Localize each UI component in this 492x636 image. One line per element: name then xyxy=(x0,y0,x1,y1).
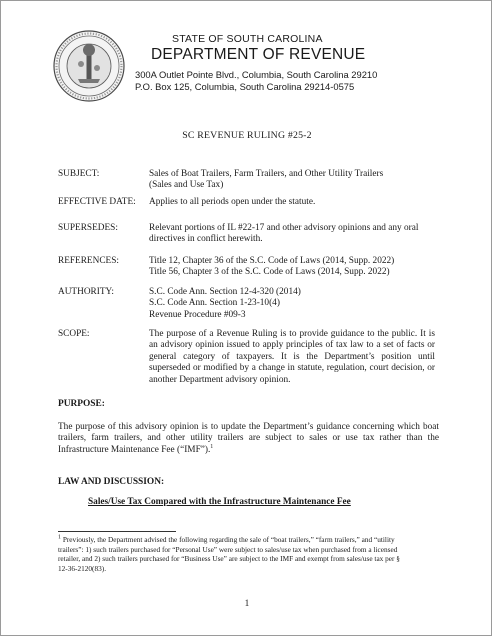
effective-date-value xyxy=(149,197,435,208)
authority-label: AUTHORITY: xyxy=(58,287,114,297)
page-number: 1 xyxy=(244,599,250,609)
references-line: Title 12, Chapter 36 of the S.C. Code of Laws (2014, Supp. 2022) xyxy=(149,256,395,266)
footnote-line-text: Previously, the Department advised the following regarding the sale of “boat trailers,” “farm trailers,” and “utility xyxy=(61,535,395,544)
footnote-reference[interactable]: 1 xyxy=(210,443,214,450)
supersedes-label: SUPERSEDES: xyxy=(58,223,118,233)
authority-line: Revenue Procedure #09-3 xyxy=(149,309,246,320)
purpose-heading: PURPOSE: xyxy=(58,399,105,409)
authority-line: S.C. Code Ann. Section 1-23-10(4) xyxy=(149,298,280,309)
law-subheading: Sales/Use Tax Compared with the Infrastructure Maintenance Fee xyxy=(88,497,351,507)
ruling-title: SC REVENUE RULING #25-2 xyxy=(182,130,312,141)
scope-text: The purpose of a Revenue Ruling is to provide guidance to the public. It is an advisory opinion issued to apply principles of tax law to a set of facts or general category of taxpayers. It is the Department’s position until superseded or modified by a change in statute, regulation, court decision, or another Department advisory opinion. xyxy=(149,329,435,385)
references-line: Title 56, Chapter 3 of the S.C. Code of Laws (2014, Supp. 2022) xyxy=(149,267,390,278)
purpose-text: The purpose of this advisory opinion is to update the Department’s guidance concerning which boat trailers, farm trailers, and other utility trailers are subject to sales or use tax rather than the Infrastructure Maintenance Fee (“IMF”). xyxy=(58,422,439,455)
footnote-marker: 1 xyxy=(58,534,61,541)
state-seal-icon xyxy=(53,30,125,102)
references-value xyxy=(149,256,435,279)
supersedes-line: directives in conflict herewith. xyxy=(149,234,263,245)
footnote-line xyxy=(58,535,430,545)
subject-line: (Sales and Use Tax) xyxy=(149,180,224,191)
references-label: REFERENCES: xyxy=(58,256,119,266)
effective-date-label: EFFECTIVE DATE: xyxy=(58,197,136,207)
authority-line: S.C. Code Ann. Section 12-4-320 (2014) xyxy=(149,287,301,297)
law-discussion-heading: LAW AND DISCUSSION: xyxy=(58,477,165,487)
footnote-line: 12-36-2120(83). xyxy=(58,563,107,573)
footnote xyxy=(58,535,430,573)
supersedes-value xyxy=(149,223,435,246)
subject-value xyxy=(149,169,435,192)
footnote-line: trailers”: 1) such trailers purchased for “Personal Use” were subject to sales/use tax when purchased from a licensed xyxy=(58,544,398,554)
authority-value xyxy=(149,287,435,321)
subject-line: Sales of Boat Trailers, Farm Trailers, and Other Utility Trailers xyxy=(149,169,384,179)
letterhead-address-line2: P.O. Box 125, Columbia, South Carolina 29214-0575 xyxy=(135,81,355,92)
footnote-divider xyxy=(58,531,176,532)
letterhead-department: DEPARTMENT OF REVENUE xyxy=(151,46,366,63)
footnote-line: retailer, and 2) such trailers purchased for “Business Use” are subject to the IMF and exempt from sales/use tax per § xyxy=(58,554,400,564)
letterhead-state: STATE OF SOUTH CAROLINA xyxy=(172,33,323,45)
purpose-paragraph xyxy=(58,422,439,456)
scope-label: SCOPE: xyxy=(58,329,90,339)
letterhead-address-line1: 300A Outlet Pointe Blvd., Columbia, South Carolina 29210 xyxy=(135,69,378,80)
supersedes-line: Relevant portions of IL #22-17 and other advisory opinions and any oral xyxy=(149,223,419,233)
effective-date-line: Applies to all periods open under the statute. xyxy=(149,197,316,207)
subject-label: SUBJECT: xyxy=(58,169,100,179)
